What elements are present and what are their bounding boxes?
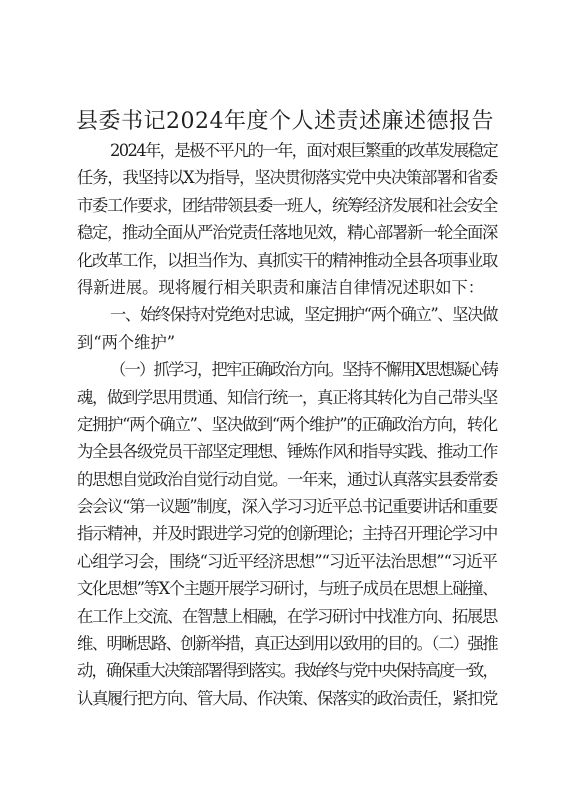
body-line: 指示精神，并及时跟进学习党的创新理论；主持召开理论学习中: [77, 524, 497, 544]
document-title: 县委书记2024年度个人述责述廉述德报告: [76, 109, 494, 134]
body-line: 认真履行把方向、管大局、作决策、保落实的政治责任，紧扣党: [77, 688, 497, 708]
body-line: 为全县各级党员干部坚定理想、锤炼作风和指导实践、推动工作: [77, 442, 497, 462]
body-line: 定拥护“两个确立”、坚决做到“两个维护”的正确政治方向，转化: [77, 414, 497, 434]
body-line: 的思想自觉政治自觉行动自觉。一年来，通过认真落实县委常委: [77, 469, 497, 489]
body-line: 文化思想”等X个主题开展学习研讨，与班子成员在思想上碰撞、: [77, 579, 497, 599]
body-line: 会会议“第一议题”制度，深入学习习近平总书记重要讲话和重要: [77, 497, 497, 517]
body-line: 维、明晰思路、创新举措，真正达到用以致用的目的。（二）强推: [77, 634, 497, 654]
body-line: 化改革工作，以担当作为、真抓实干的精神推动全县各项事业取: [77, 250, 497, 270]
body-line: 魂，做到学思用贯通、知信行统一，真正将其转化为自己带头坚: [77, 387, 497, 407]
document-body: [77, 137, 497, 712]
body-line: 在工作上交流、在智慧上相融，在学习研讨中找准方向、拓展思: [77, 606, 497, 626]
body-line: 到“两个维护”: [77, 332, 176, 352]
body-line: 得新进展。现将履行相关职责和廉洁自律情况述职如下：: [77, 277, 485, 297]
body-line: 一、始终保持对党绝对忠诚，坚定拥护“两个确立”、坚决做: [110, 305, 497, 325]
body-line: 动，确保重大决策部署得到落实。我始终与党中央保持高度一致，: [77, 661, 497, 681]
body-line: 2024年，是极不平凡的一年，面对艰巨繁重的改革发展稳定: [110, 141, 498, 160]
body-line: 心组学习会，围绕“习近平经济思想”“习近平法治思想”“习近平: [77, 551, 497, 571]
body-line: 市委工作要求，团结带领县委一班人，统筹经济发展和社会安全: [77, 195, 497, 215]
body-line: 稳定，推动全面从严治党责任落地见效，精心部署新一轮全面深: [77, 223, 497, 243]
body-line: （一）抓学习，把牢正确政治方向。坚持不懈用X思想凝心铸: [110, 360, 497, 380]
body-line: 任务，我坚持以X为指导，坚决贯彻落实党中央决策部署和省委: [77, 168, 497, 188]
